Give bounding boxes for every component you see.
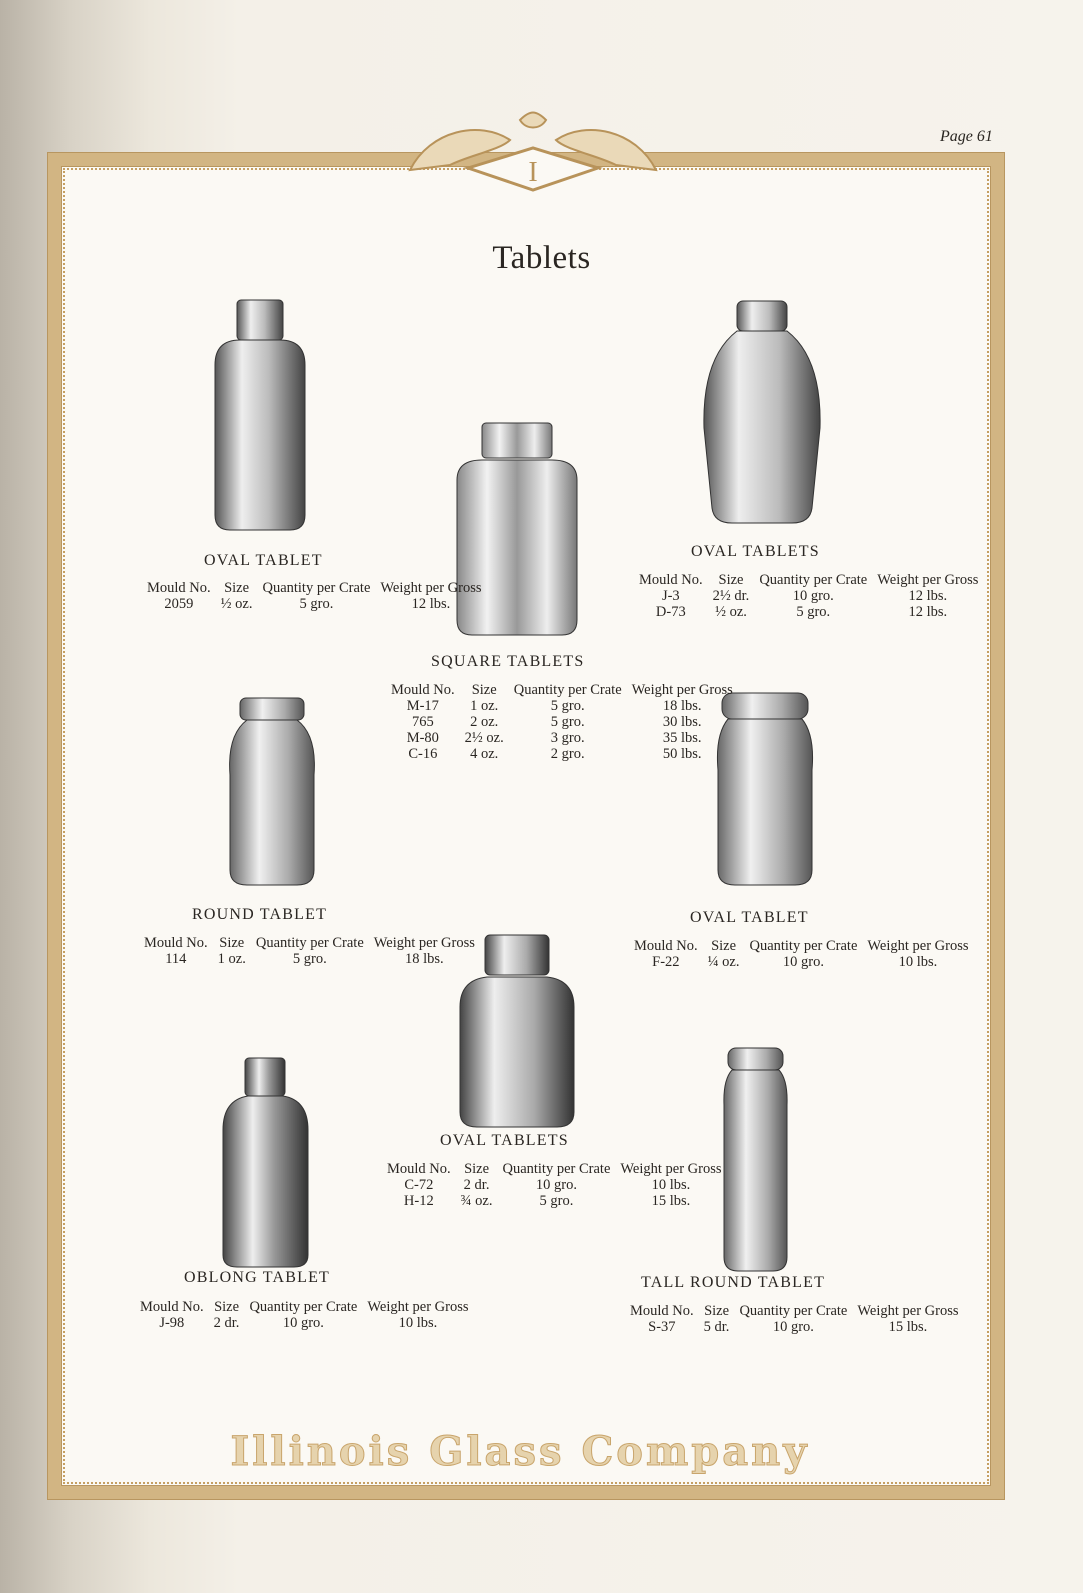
table-cell: J-3 [661, 588, 680, 604]
table-cell: C-16 [408, 746, 438, 762]
column-header: Quantity per Crate [249, 1299, 358, 1315]
table-cell: 10 lbs. [898, 954, 938, 970]
column-header: Weight per Gross [631, 682, 733, 698]
caption-round-tablet: ROUND TABLET [192, 906, 328, 923]
spec-table-c72 [382, 1161, 727, 1209]
column-header: Mould No. [144, 935, 208, 951]
caption-oblong-tablet: OBLONG TABLET [184, 1269, 331, 1286]
bottle-j3-illustration [692, 298, 832, 528]
table-cell: 10 gro. [792, 588, 834, 604]
table-cell: 2 dr. [463, 1177, 490, 1193]
table-row [382, 1193, 727, 1209]
page-number: Page 61 [940, 128, 993, 145]
column-header: Size [214, 1299, 240, 1315]
column-header: Quantity per Crate [513, 682, 622, 698]
bottle-2059-illustration [205, 295, 315, 535]
column-header: Quantity per Crate [749, 938, 858, 954]
table-row [634, 604, 983, 620]
table-row [386, 698, 738, 714]
table-cell: 2 dr. [213, 1315, 240, 1331]
table-row [629, 954, 974, 970]
table-cell: 765 [411, 714, 434, 730]
table-cell: 10 gro. [535, 1177, 577, 1193]
column-header: Weight per Gross [620, 1161, 722, 1177]
bottle-j98-illustration [218, 1055, 313, 1270]
table-cell: 30 lbs. [662, 714, 702, 730]
column-header: Mould No. [639, 572, 703, 588]
table-cell: 1 oz. [217, 951, 246, 967]
table-cell: 15 lbs. [888, 1319, 928, 1335]
table-cell: 50 lbs. [662, 746, 702, 762]
bottle-114-illustration [222, 695, 322, 890]
table-cell: ½ oz. [220, 596, 253, 612]
table-cell: 114 [165, 951, 187, 967]
table-cell: 2059 [164, 596, 194, 612]
table-cell: 1 oz. [470, 698, 499, 714]
table-cell: 5 gro. [299, 596, 334, 612]
spec-table-f22 [629, 938, 974, 970]
table-cell: 5 gro. [796, 604, 831, 620]
page-title: Tablets [492, 240, 591, 276]
caption-oval-tablet-f22: OVAL TABLET [690, 909, 809, 926]
table-cell: 4 oz. [470, 746, 499, 762]
table-cell: 10 gro. [282, 1315, 324, 1331]
table-cell: 12 lbs. [908, 604, 948, 620]
table-cell: S-37 [648, 1319, 676, 1335]
column-header: Size [704, 1303, 730, 1319]
table-cell: 2½ dr. [712, 588, 750, 604]
spec-table-114 [139, 935, 480, 967]
column-header: Quantity per Crate [739, 1303, 848, 1319]
column-header: Size [711, 938, 737, 954]
column-header: Quantity per Crate [502, 1161, 611, 1177]
table-cell: 12 lbs. [908, 588, 948, 604]
table-row [135, 1315, 473, 1331]
table-cell: 18 lbs. [404, 951, 444, 967]
header-size: Size [224, 580, 250, 596]
table-cell: D-73 [655, 604, 686, 620]
column-header: Size [718, 572, 744, 588]
spec-table-j3 [634, 572, 983, 620]
table-cell: 5 gro. [539, 1193, 574, 1209]
header-quantity: Quantity per Crate [262, 580, 371, 596]
table-row [386, 714, 738, 730]
table-cell: 18 lbs. [662, 698, 702, 714]
header-mould: Mould No. [147, 580, 211, 596]
crest-ornament [390, 110, 676, 200]
table-cell: 10 gro. [782, 954, 824, 970]
table-cell: 10 lbs. [651, 1177, 691, 1193]
caption-tall-round-tablet: TALL ROUND TABLET [641, 1274, 826, 1291]
column-header: Mould No. [387, 1161, 451, 1177]
table-cell: 35 lbs. [662, 730, 702, 746]
table-row [382, 1177, 727, 1193]
table-cell: 2 gro. [550, 746, 585, 762]
table-cell: M-17 [406, 698, 439, 714]
spec-table-square [386, 682, 738, 762]
column-header: Size [219, 935, 245, 951]
caption-square-tablets: SQUARE TABLETS [431, 653, 585, 670]
table-cell: J-98 [159, 1315, 185, 1331]
column-header: Mould No. [140, 1299, 204, 1315]
table-cell: H-12 [403, 1193, 434, 1209]
table-cell: 5 gro. [292, 951, 327, 967]
decorative-border [48, 153, 1004, 1499]
table-cell: 10 lbs. [398, 1315, 438, 1331]
table-cell: M-80 [406, 730, 439, 746]
table-cell: 10 gro. [772, 1319, 814, 1335]
table-cell: F-22 [652, 954, 680, 970]
table-cell: 12 lbs. [411, 596, 451, 612]
crest-letter: I [528, 157, 538, 188]
spec-table-2059 [142, 580, 487, 612]
footer-company-name: Illinois Glass Company [220, 1428, 820, 1475]
table-cell: 2½ oz. [464, 730, 504, 746]
table-cell: 5 gro. [550, 698, 585, 714]
column-header: Size [471, 682, 497, 698]
column-header: Weight per Gross [867, 938, 969, 954]
column-header: Size [464, 1161, 490, 1177]
bottle-s37-illustration [718, 1045, 793, 1275]
caption-oval-tablet-2059: OVAL TABLET [204, 552, 323, 569]
column-header: Quantity per Crate [255, 935, 364, 951]
table-row [634, 588, 983, 604]
table-row [139, 951, 480, 967]
spec-table-s37 [625, 1303, 963, 1335]
caption-oval-tablets-j3: OVAL TABLETS [691, 543, 820, 560]
table-cell: 3 gro. [550, 730, 585, 746]
table-row [625, 1319, 963, 1335]
table-cell: 5 dr. [703, 1319, 730, 1335]
spec-table-j98 [135, 1299, 473, 1331]
table-cell: C-72 [404, 1177, 434, 1193]
column-header: Quantity per Crate [759, 572, 868, 588]
column-header: Weight per Gross [877, 572, 979, 588]
column-header: Weight per Gross [367, 1299, 469, 1315]
column-header: Weight per Gross [373, 935, 475, 951]
table-row [386, 746, 738, 762]
table-row [142, 596, 487, 612]
table-cell: ¾ oz. [460, 1193, 493, 1209]
table-cell: 5 gro. [550, 714, 585, 730]
table-cell: ¼ oz. [707, 954, 740, 970]
table-cell: 15 lbs. [651, 1193, 691, 1209]
column-header: Mould No. [630, 1303, 694, 1319]
table-cell: 2 oz. [470, 714, 499, 730]
caption-oval-tablets-c72: OVAL TABLETS [440, 1132, 569, 1149]
column-header: Weight per Gross [857, 1303, 959, 1319]
header-weight: Weight per Gross [380, 580, 482, 596]
column-header: Mould No. [634, 938, 698, 954]
column-header: Mould No. [391, 682, 455, 698]
table-row [386, 730, 738, 746]
table-cell: ½ oz. [715, 604, 747, 620]
